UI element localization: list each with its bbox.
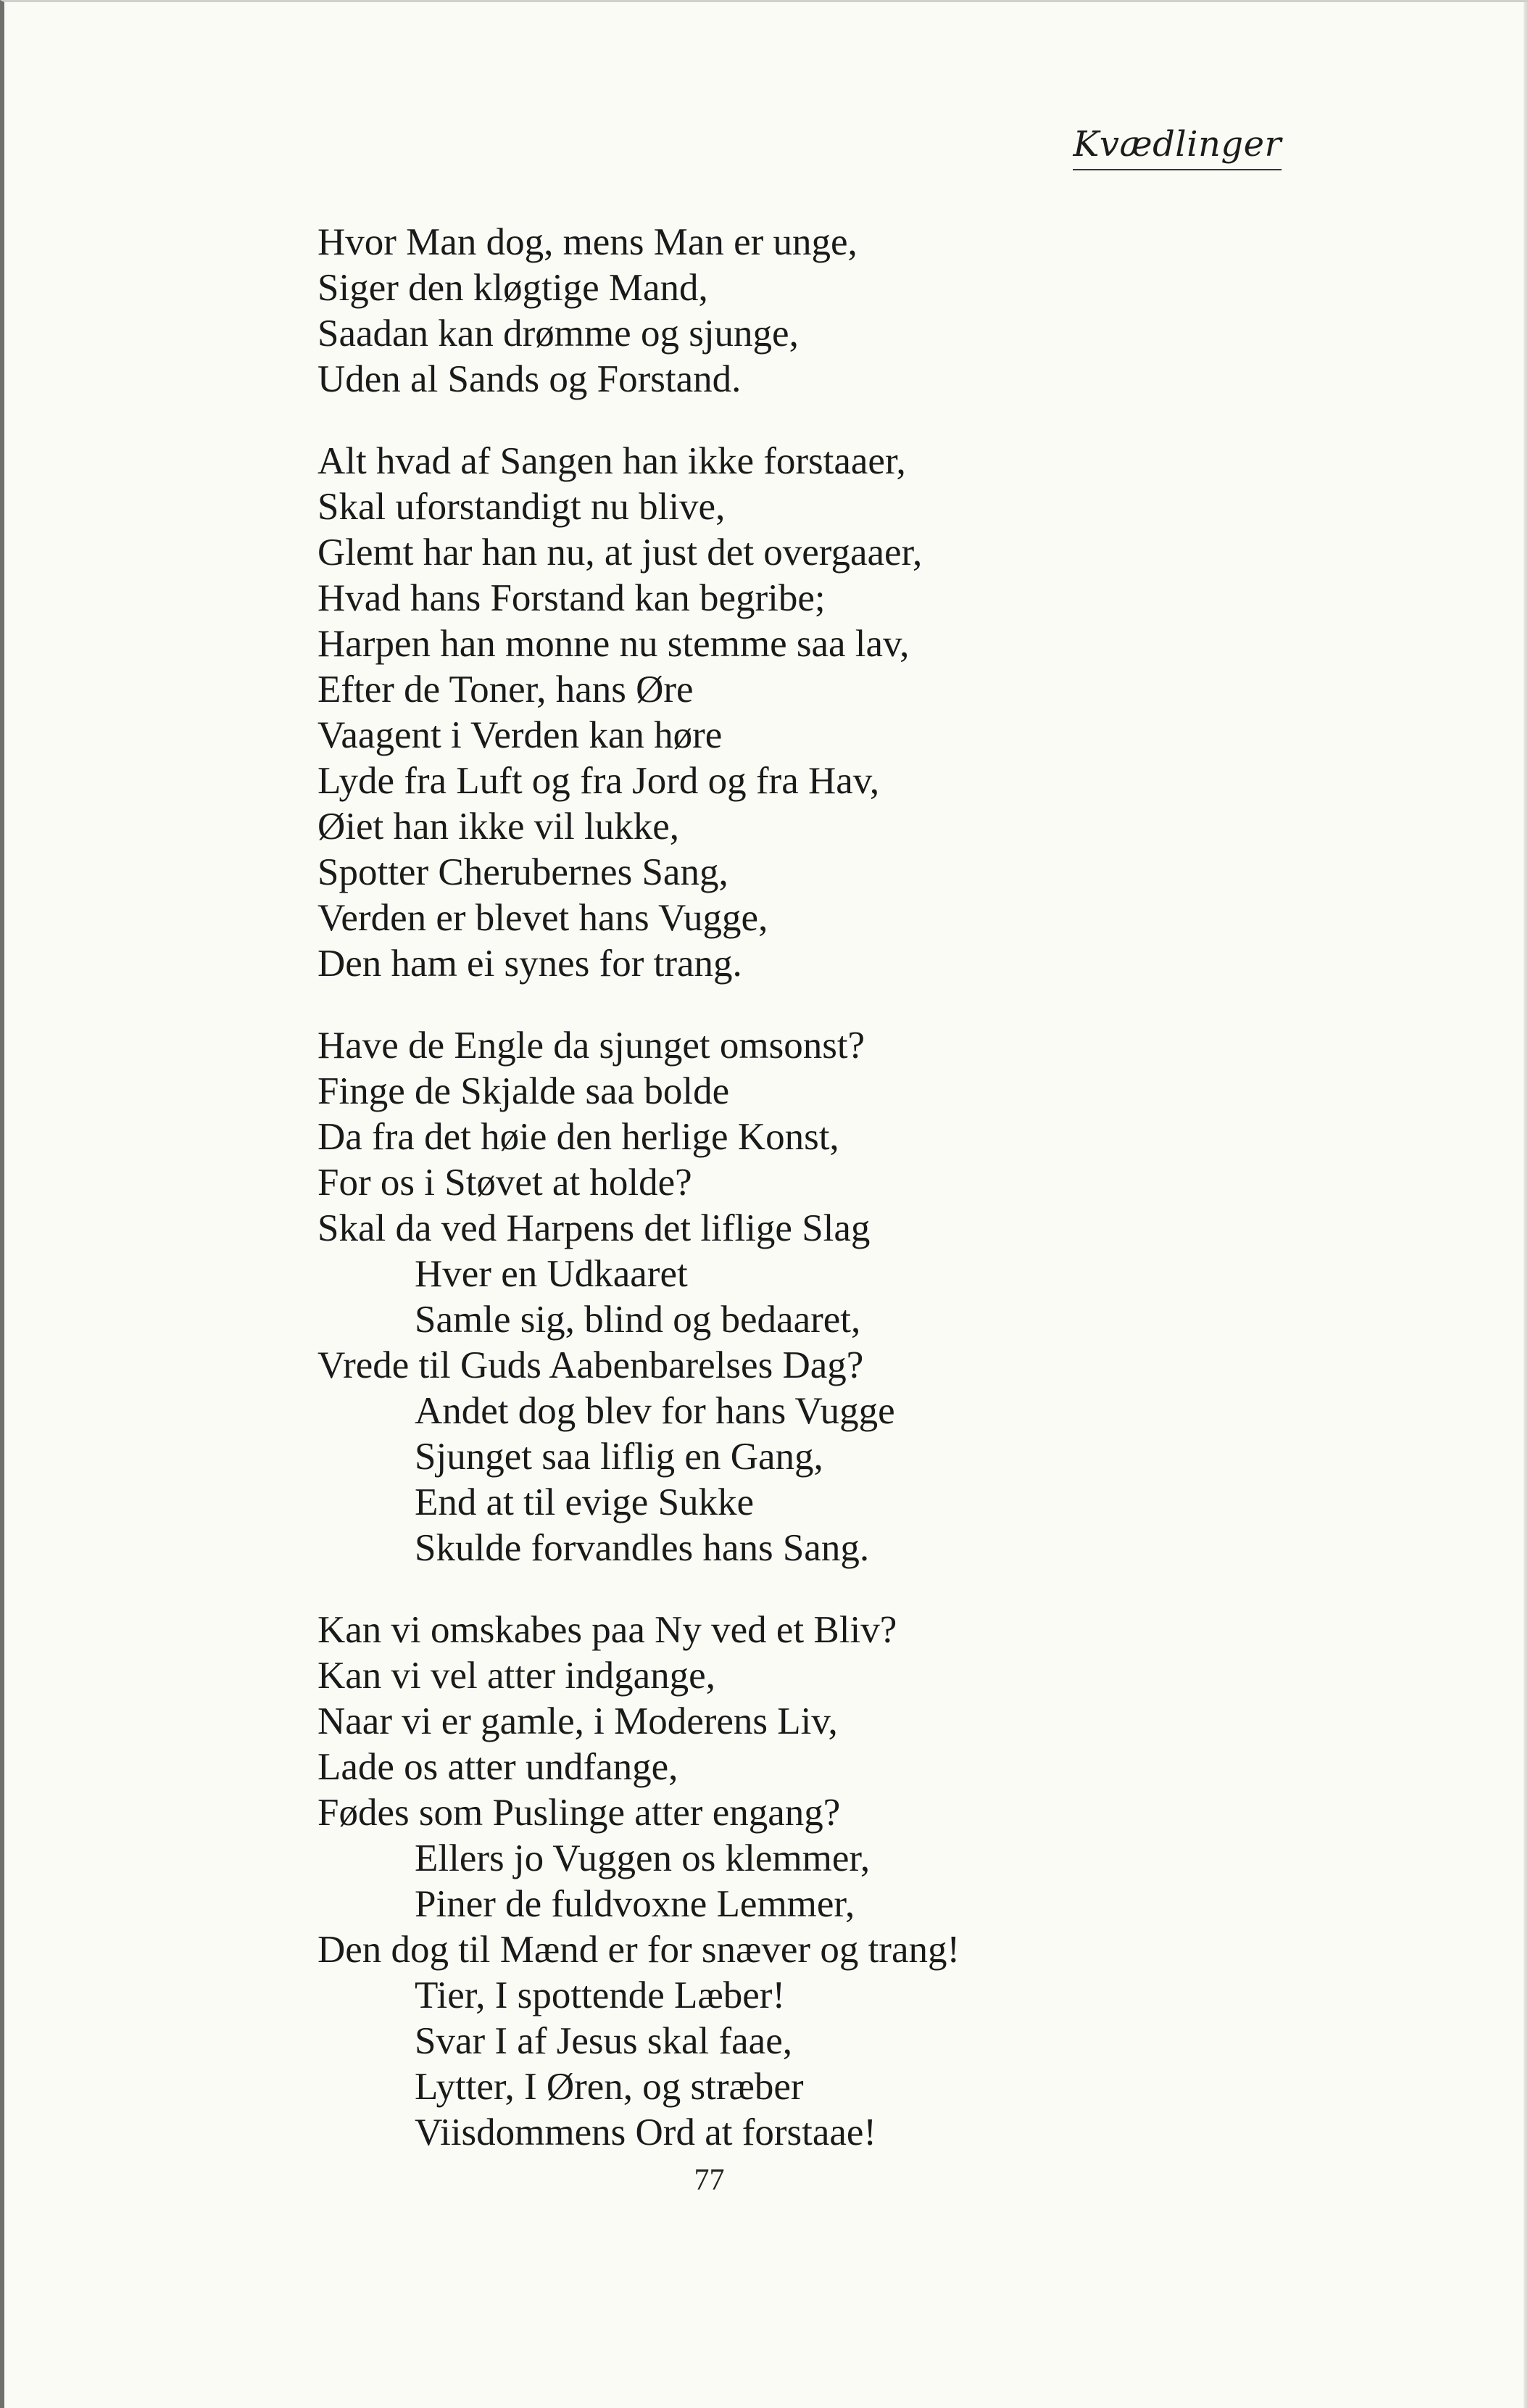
poem-line: Have de Engle da sjunget omsonst? [317,1025,865,1067]
poem-line: Naar vi er gamle, i Moderens Liv, [317,1700,838,1742]
poem-line: Skal uforstandigt nu blive, [317,486,726,528]
poem-line: Vrede til Guds Aabenbarelses Dag? [317,1344,864,1386]
poem-line: Andet dog blev for hans Vugge [415,1390,895,1432]
poem-line: Spotter Cherubernes Sang, [317,851,728,893]
poem-line: Alt hvad af Sangen han ikke forstaaer, [317,440,906,482]
poem-line: Hvad hans Forstand kan begribe; [317,577,826,619]
poem-line: Saadan kan drømme og sjunge, [317,313,799,355]
poem-line: Ellers jo Vuggen os klemmer, [415,1837,871,1879]
poem-line: Lade os atter undfange, [317,1746,678,1788]
poem-line: Sjunget saa liflig en Gang, [415,1436,823,1478]
poem-line: End at til evige Sukke [415,1481,755,1523]
poem-line: Hvor Man dog, mens Man er unge, [317,221,858,263]
poem-line: Efter de Toner, hans Øre [317,669,694,711]
running-head: Kvædlinger [1073,124,1282,170]
poem-line: Lytter, I Øren, og stræber [415,2066,804,2108]
stanza [317,1023,1260,1571]
poem-line: Samle sig, blind og bedaaret, [415,1299,861,1341]
poem-line: Siger den kløgtige Mand, [317,267,708,309]
poem [317,220,1260,2156]
poem-line: Piner de fuldvoxne Lemmer, [415,1883,855,1925]
poem-line: Lyde fra Luft og fra Jord og fra Hav, [317,760,880,802]
poem-line: Kan vi omskabes paa Ny ved et Bliv? [317,1609,897,1651]
poem-line: Da fra det høie den herlige Konst, [317,1116,839,1158]
poem-line: Verden er blevet hans Vugge, [317,897,768,939]
poem-line: For os i Støvet at holde? [317,1162,692,1204]
poem-line: Skulde forvandles hans Sang. [415,1527,870,1569]
poem-line: Svar I af Jesus skal faae, [415,2020,792,2062]
stanza [317,220,1260,402]
poem-line: Vaagent i Verden kan høre [317,714,723,756]
poem-line: Den dog til Mænd er for snæver og trang! [317,1929,960,1971]
poem-line: Fødes som Puslinge atter engang? [317,1792,841,1834]
stanza [317,1608,1260,2156]
poem-line: Uden al Sands og Forstand. [317,358,742,400]
poem-line: Viisdommens Ord at forstaae! [415,2111,877,2153]
poem-line: Hver en Udkaaret [415,1253,688,1295]
poem-line: Harpen han monne nu stemme saa lav, [317,623,910,665]
page-number: 77 [694,2164,725,2197]
poem-line: Skal da ved Harpens det liflige Slag [317,1207,871,1249]
poem-line: Øiet han ikke vil lukke, [317,806,679,848]
poem-line: Den ham ei synes for trang. [317,943,742,985]
poem-line: Finge de Skjalde saa bolde [317,1070,730,1112]
stanza [317,439,1260,987]
poem-line: Kan vi vel atter indgange, [317,1655,715,1697]
poem-line: Glemt har han nu, at just det overgaaer, [317,531,923,574]
poem-line: Tier, I spottende Læber! [415,1974,786,2016]
